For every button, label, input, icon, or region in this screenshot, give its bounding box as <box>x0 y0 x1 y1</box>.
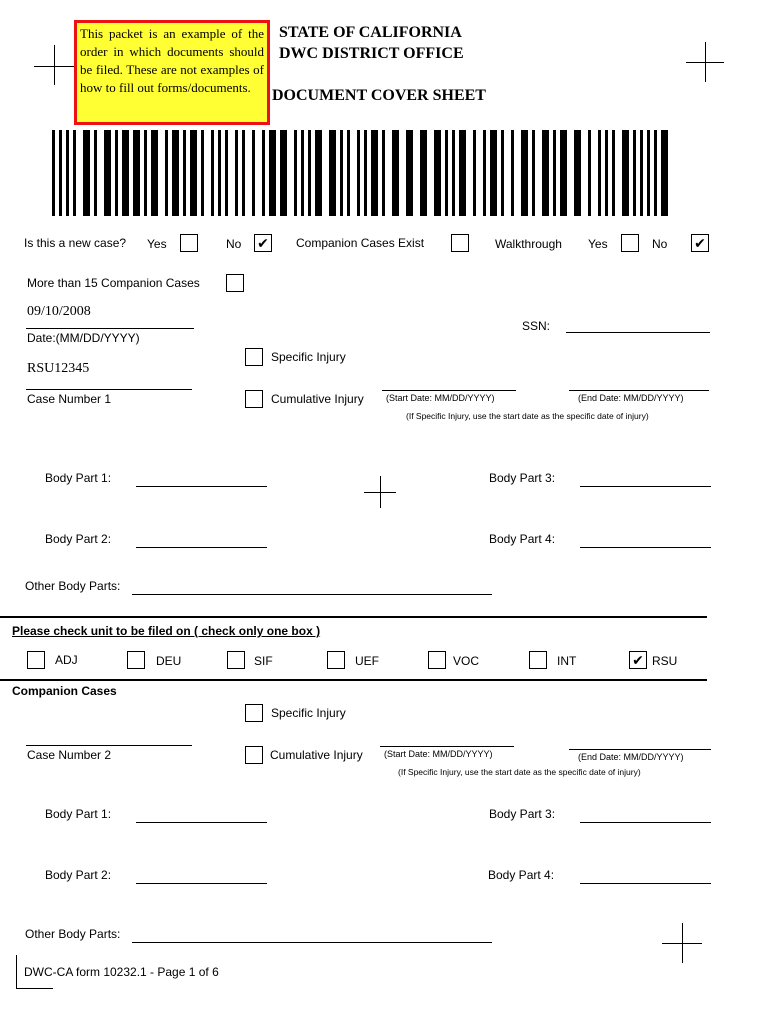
walkthrough-label: Walkthrough <box>495 237 562 251</box>
case2-cumulative-label: Cumulative Injury <box>270 748 363 762</box>
case1-bp4-label: Body Part 4: <box>489 532 556 546</box>
date-value[interactable]: 09/10/2008 <box>27 304 91 319</box>
page-title: DOCUMENT COVER SHEET <box>272 87 486 104</box>
companion-exist-checkbox[interactable] <box>451 234 469 252</box>
case2-specific-checkbox[interactable] <box>245 704 263 722</box>
case2-bp2-field[interactable] <box>136 883 267 884</box>
unit-adj-label: ADJ <box>55 653 78 667</box>
unit-int-checkbox[interactable] <box>529 651 547 669</box>
case2-number-label: Case Number 2 <box>27 748 112 762</box>
case1-note: (If Specific Injury, use the start date as the specific date of injury) <box>406 411 649 421</box>
new-case-no-checkbox[interactable]: ✔ <box>254 234 272 252</box>
case2-start-label: (Start Date: MM/DD/YYYY) <box>384 749 493 759</box>
more-companion-checkbox[interactable] <box>226 274 244 292</box>
case2-note: (If Specific Injury, use the start date as the specific date of injury) <box>398 767 641 777</box>
ssn-label: SSN: <box>522 319 551 333</box>
case2-other-label: Other Body Parts: <box>25 927 121 941</box>
header-state: STATE OF CALIFORNIA <box>279 24 462 41</box>
new-case-yes-label: Yes <box>147 237 167 251</box>
case1-bp2-field[interactable] <box>136 547 267 548</box>
unit-int-label: INT <box>557 654 577 668</box>
case1-start-label: (Start Date: MM/DD/YYYY) <box>386 393 495 403</box>
case1-number-label: Case Number 1 <box>27 392 112 406</box>
case2-cumulative-checkbox[interactable] <box>245 746 263 764</box>
case2-bp2-label: Body Part 2: <box>45 868 112 882</box>
unit-voc-checkbox[interactable] <box>428 651 446 669</box>
case2-end-field[interactable] <box>569 749 711 750</box>
case2-bp3-label: Body Part 3: <box>489 807 556 821</box>
unit-rsu-checkbox[interactable]: ✔ <box>629 651 647 669</box>
unit-sif-checkbox[interactable] <box>227 651 245 669</box>
footer-corner-mark <box>16 955 17 988</box>
new-case-no-label: No <box>226 237 242 251</box>
unit-adj-checkbox[interactable] <box>27 651 45 669</box>
case1-specific-label: Specific Injury <box>271 350 346 364</box>
case2-bp1-label: Body Part 1: <box>45 807 112 821</box>
case2-bp3-field[interactable] <box>580 822 711 823</box>
header-office: DWC DISTRICT OFFICE <box>279 45 464 62</box>
footer-form-id: DWC-CA form 10232.1 - Page 1 of 6 <box>24 965 219 979</box>
case1-bp1-label: Body Part 1: <box>45 471 112 485</box>
case1-bp1-field[interactable] <box>136 486 267 487</box>
unit-deu-checkbox[interactable] <box>127 651 145 669</box>
walkthrough-yes-label: Yes <box>588 237 608 251</box>
case2-start-field[interactable] <box>380 746 514 747</box>
new-case-label: Is this a new case? <box>24 236 127 250</box>
unit-deu-label: DEU <box>156 654 182 668</box>
case1-cumulative-label: Cumulative Injury <box>271 392 364 406</box>
unit-heading: Please check unit to be filed on ( check only one box ) <box>12 624 321 638</box>
case2-specific-label: Specific Injury <box>271 706 346 720</box>
date-label: Date:(MM/DD/YYYY) <box>27 331 140 345</box>
case1-end-label: (End Date: MM/DD/YYYY) <box>578 393 684 403</box>
case1-other-field[interactable] <box>132 594 492 595</box>
case1-specific-checkbox[interactable] <box>245 348 263 366</box>
case1-bp3-label: Body Part 3: <box>489 471 556 485</box>
unit-rsu-label: RSU <box>652 654 678 668</box>
walkthrough-yes-checkbox[interactable] <box>621 234 639 252</box>
notice-box: This packet is an example of the order in which documents should be filed. These are not examples of how to fill out forms/documents. <box>74 20 270 125</box>
companion-heading: Companion Cases <box>12 684 117 698</box>
companion-exist-label: Companion Cases Exist <box>296 236 425 250</box>
walkthrough-no-checkbox[interactable]: ✔ <box>691 234 709 252</box>
case2-bp1-field[interactable] <box>136 822 267 823</box>
case2-number-field[interactable] <box>26 745 192 746</box>
ssn-field[interactable] <box>566 332 710 333</box>
case1-cumulative-checkbox[interactable] <box>245 390 263 408</box>
case2-other-field[interactable] <box>132 942 492 943</box>
case1-number-value[interactable]: RSU12345 <box>27 361 90 376</box>
walkthrough-no-label: No <box>652 237 668 251</box>
case2-bp4-field[interactable] <box>580 883 711 884</box>
unit-sif-label: SIF <box>254 654 273 668</box>
case1-bp3-field[interactable] <box>580 486 711 487</box>
case2-end-label: (End Date: MM/DD/YYYY) <box>578 752 684 762</box>
case1-start-field[interactable] <box>382 390 516 391</box>
new-case-yes-checkbox[interactable] <box>180 234 198 252</box>
case1-end-field[interactable] <box>569 390 709 391</box>
unit-uef-label: UEF <box>355 654 379 668</box>
more-companion-label: More than 15 Companion Cases <box>27 276 200 290</box>
case1-other-label: Other Body Parts: <box>25 579 121 593</box>
barcode <box>52 130 670 216</box>
unit-voc-label: VOC <box>453 654 480 668</box>
case1-bp2-label: Body Part 2: <box>45 532 112 546</box>
case2-bp4-label: Body Part 4: <box>488 868 555 882</box>
case1-bp4-field[interactable] <box>580 547 711 548</box>
unit-uef-checkbox[interactable] <box>327 651 345 669</box>
